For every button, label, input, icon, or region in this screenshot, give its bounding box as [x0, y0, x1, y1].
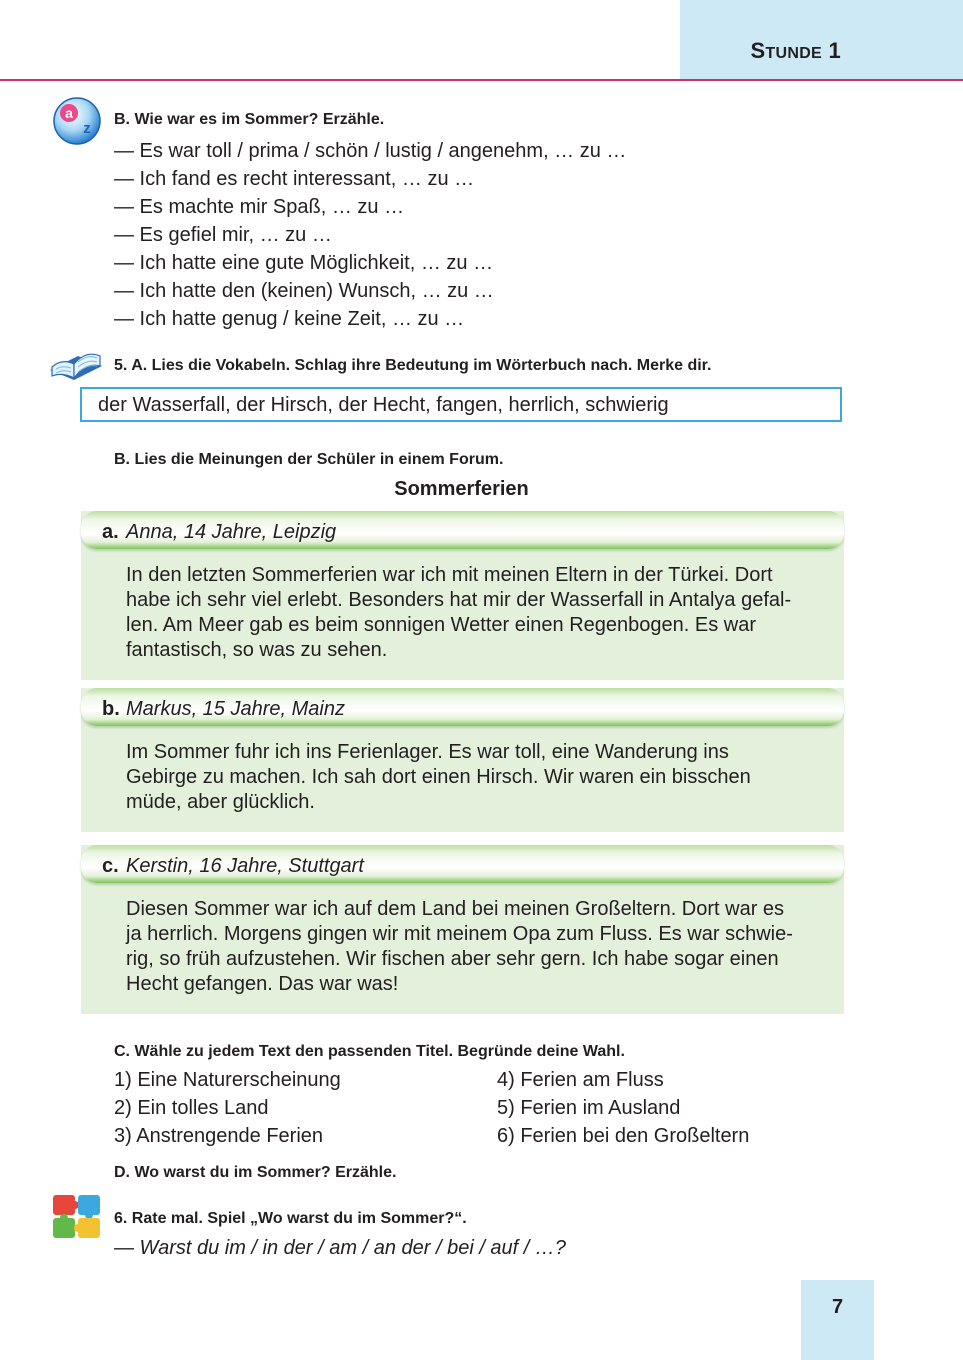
phrase-item: — Ich fand es recht interessant, … zu …	[114, 168, 475, 190]
post-letter: c.	[102, 855, 119, 877]
title-option: 6) Ferien bei den Großeltern	[497, 1125, 750, 1147]
title-option: 2) Ein tolles Land	[114, 1097, 269, 1119]
phrase-item: — Ich hatte den (keinen) Wunsch, … zu …	[114, 280, 494, 302]
phrase-item: — Es gefiel mir, … zu …	[114, 224, 332, 246]
post-line: Gebirge zu machen. Ich sah dort einen Hirsch. Wir waren ein bisschen	[126, 766, 751, 788]
post-line: In den letzten Sommerferien war ich mit meinen Eltern in der Türkei. Dort	[126, 564, 773, 586]
post-line: ja herrlich. Morgens gingen wir mit meinem Opa zum Fluss. Es war schwie-	[126, 923, 793, 945]
task-6-heading: 6. Rate mal. Spiel „Wo warst du im Sommer?“.	[114, 1210, 467, 1227]
post-line: habe ich sehr viel erlebt. Besonders hat mir der Wasserfall in Antalya gefal-	[126, 589, 792, 611]
title-option: 3) Anstrengende Ferien	[114, 1125, 324, 1147]
page-number: 7	[831, 1296, 844, 1318]
post-line: Im Sommer fuhr ich ins Ferienlager. Es war toll, eine Wanderung ins	[126, 741, 729, 763]
post-header	[81, 511, 844, 549]
phrase-item: — Es machte mir Spaß, … zu …	[114, 196, 405, 218]
svg-text:z: z	[83, 120, 91, 137]
task-6-prompt: — Warst du im / in der / am / an der / bei / auf / …?	[114, 1237, 567, 1259]
task-5d-heading: D. Wo warst du im Sommer? Erzähle.	[114, 1164, 397, 1181]
post-header	[81, 845, 844, 883]
post-line: fantastisch, so was zu sehen.	[126, 639, 388, 661]
puzzle-icon	[50, 1192, 104, 1242]
post-author: Markus, 15 Jahre, Mainz	[126, 698, 345, 720]
title-option: 1) Eine Naturerscheinung	[114, 1069, 341, 1091]
post-letter: b.	[102, 698, 120, 720]
task-b-heading: B. Wie war es im Sommer? Erzähle.	[114, 111, 385, 128]
post-author: Anna, 14 Jahre, Leipzig	[126, 521, 337, 543]
titles-left-column	[114, 1066, 341, 1150]
post-line: Hecht gefangen. Das war was!	[126, 973, 399, 995]
task-5c-heading: C. Wähle zu jedem Text den passenden Titel. Begründe deine Wahl.	[114, 1043, 625, 1060]
svg-text:a: a	[65, 105, 73, 121]
post-body	[126, 563, 823, 663]
task-5b-heading: B. Lies die Meinungen der Schüler in einem Forum.	[114, 451, 504, 468]
phrase-item: — Es war toll / prima / schön / lustig / angenehm, … zu …	[114, 140, 627, 162]
task-5-heading: 5. A. Lies die Vokabeln. Schlag ihre Bedeutung im Wörterbuch nach. Merke dir.	[114, 357, 712, 374]
phrase-item: — Ich hatte genug / keine Zeit, … zu …	[114, 308, 465, 330]
post-header	[81, 688, 844, 726]
post-body	[126, 897, 823, 997]
page-header-title: STUNDE 1	[750, 38, 841, 63]
phrase-list	[114, 137, 626, 333]
phrase-item: — Ich hatte eine gute Möglichkeit, … zu …	[114, 252, 494, 274]
open-book-icon	[46, 340, 106, 388]
header-rule	[0, 79, 963, 81]
post-line: rig, so früh aufzustehen. Wir fischen aber sehr gern. Ich habe sogar einen	[126, 948, 779, 970]
post-letter: a.	[102, 521, 119, 543]
forum-title: Sommerferien	[394, 478, 529, 500]
post-line: Diesen Sommer war ich auf dem Land bei meinen Großeltern. Dort war es	[126, 898, 785, 920]
post-line: müde, aber glücklich.	[126, 791, 315, 813]
titles-right-column	[497, 1066, 749, 1150]
post-line: len. Am Meer gab es beim sonnigen Wetter einen Regenbogen. Es war	[126, 614, 756, 636]
page-number-box	[801, 1280, 874, 1360]
title-option: 5) Ferien im Ausland	[497, 1097, 681, 1119]
forum-post-a	[81, 511, 844, 680]
alphabet-icon	[52, 96, 102, 146]
post-body	[126, 740, 823, 815]
forum-post-b	[81, 688, 844, 832]
vocabulary-box: der Wasserfall, der Hirsch, der Hecht, fangen, herrlich, schwierig	[80, 387, 842, 422]
forum-post-c	[81, 845, 844, 1014]
post-author: Kerstin, 16 Jahre, Stuttgart	[126, 855, 364, 877]
title-option: 4) Ferien am Fluss	[497, 1069, 664, 1091]
